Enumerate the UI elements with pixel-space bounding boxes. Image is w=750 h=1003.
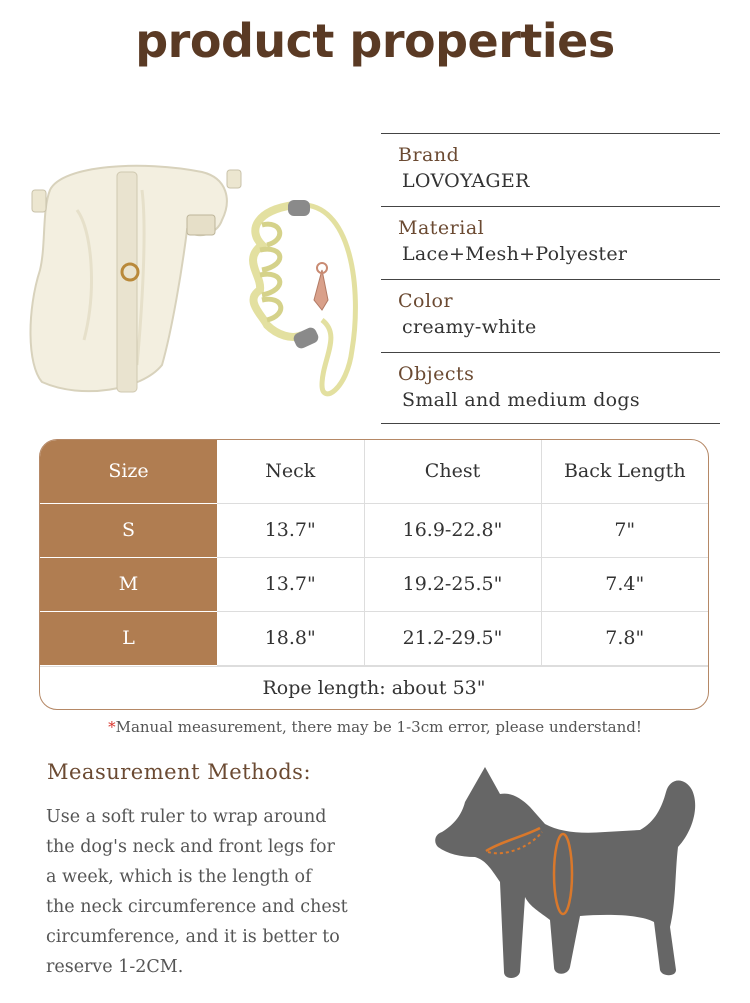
harness-illustration <box>30 166 241 392</box>
measurement-line: the dog's neck and front legs for <box>46 837 335 857</box>
dog-silhouette <box>435 767 695 978</box>
cell-size: S <box>40 503 217 557</box>
cell-back-length: 7.8" <box>541 611 708 665</box>
product-image <box>22 150 377 410</box>
header-neck: Neck <box>217 440 364 503</box>
measurement-description <box>46 802 391 982</box>
dog-measurement-icon <box>430 762 715 982</box>
rope-length: Rope length: about 53" <box>40 666 708 709</box>
property-label: Material <box>398 217 485 239</box>
property-row-material <box>381 206 720 279</box>
cell-size: L <box>40 611 217 665</box>
header-back-length: Back Length <box>541 440 708 503</box>
measurement-line: circumference, and it is better to <box>46 927 340 947</box>
properties-list <box>381 133 720 424</box>
property-row-objects <box>381 352 720 424</box>
cell-chest: 21.2-29.5" <box>364 611 541 665</box>
property-row-color <box>381 279 720 352</box>
measurement-line: reserve 1-2CM. <box>46 957 184 977</box>
measurement-note <box>0 718 750 736</box>
cell-neck: 18.8" <box>217 611 364 665</box>
cell-chest: 16.9-22.8" <box>364 503 541 557</box>
cell-neck: 13.7" <box>217 503 364 557</box>
table-row <box>40 557 708 611</box>
leash-illustration <box>253 200 355 394</box>
page-title: product properties <box>135 14 615 68</box>
property-label: Brand <box>398 144 460 166</box>
cell-neck: 13.7" <box>217 557 364 611</box>
property-row-brand <box>381 133 720 206</box>
property-value: LOVOYAGER <box>402 170 530 192</box>
property-label: Objects <box>398 363 475 385</box>
size-table <box>39 439 709 710</box>
measurement-line: the neck circumference and chest <box>46 897 348 917</box>
table-row <box>40 611 708 665</box>
note-text: Manual measurement, there may be 1-3cm error, please understand! <box>115 718 642 736</box>
property-value: Small and medium dogs <box>402 389 640 411</box>
cell-size: M <box>40 557 217 611</box>
measurement-line: a week, which is the length of <box>46 867 312 887</box>
property-label: Color <box>398 290 454 312</box>
note-asterisk: * <box>108 718 116 736</box>
property-value: creamy-white <box>402 316 537 338</box>
property-value: Lace+Mesh+Polyester <box>402 243 628 265</box>
table-header-row <box>40 440 708 503</box>
measurement-line: Use a soft ruler to wrap around <box>46 807 327 827</box>
cell-back-length: 7.4" <box>541 557 708 611</box>
table-row <box>40 503 708 557</box>
header-size: Size <box>40 440 217 503</box>
header-chest: Chest <box>364 440 541 503</box>
cell-back-length: 7" <box>541 503 708 557</box>
measurement-title: Measurement Methods: <box>47 760 312 784</box>
cell-chest: 19.2-25.5" <box>364 557 541 611</box>
